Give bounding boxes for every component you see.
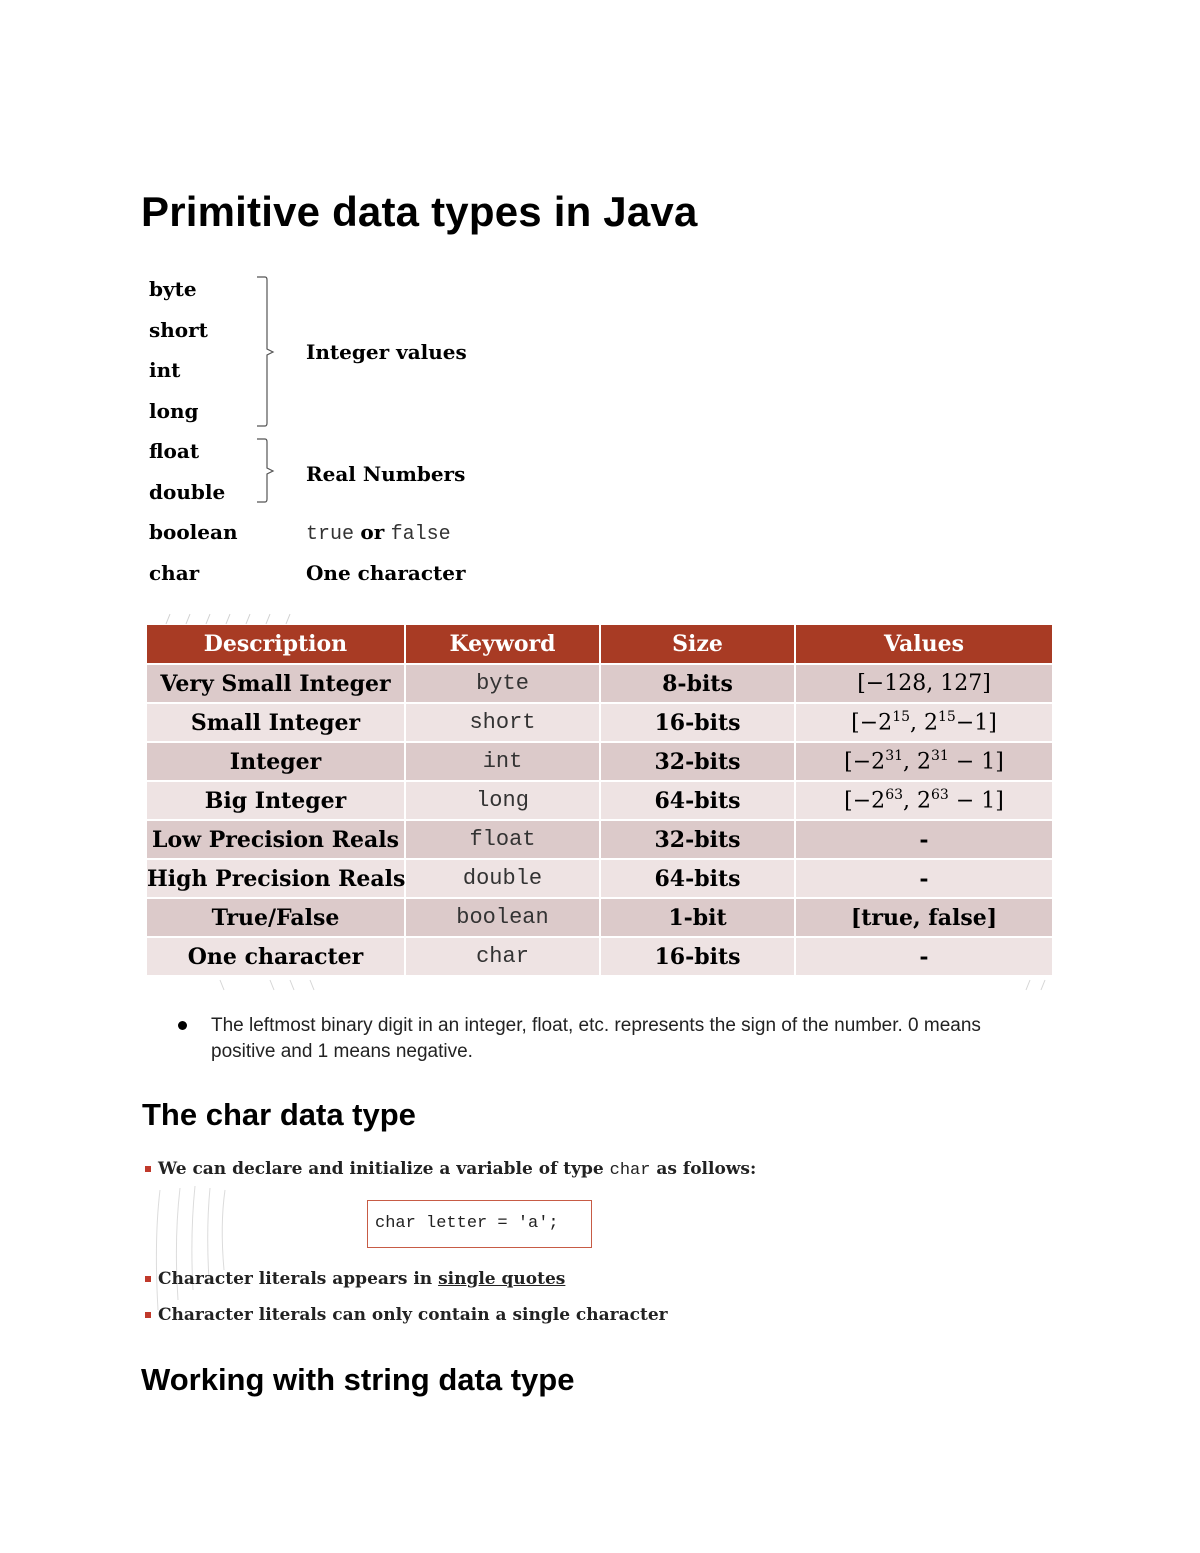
cell-values: [−128, 127] [795,664,1053,703]
boolean-values-label [306,520,451,546]
value-mid: , 2 [903,788,931,814]
value-exp-low: 63 [885,787,904,804]
type-item-double: double [149,480,226,504]
cell-keyword: char [405,937,600,976]
cell-description: Very Small Integer [147,664,405,703]
cell-keyword: long [405,781,600,820]
value-exp-high: 31 [931,748,949,765]
value-exp-high: 15 [938,709,956,726]
value-base: −2 [852,749,886,775]
char-code-example: char letter = 'a'; [367,1200,592,1248]
data-types-table [147,625,1054,977]
type-item-char: char [149,561,200,585]
char-bullet-single: Character literals can only contain a single character [158,1305,668,1325]
sign-bit-note: The leftmost binary digit in an integer, float, etc. represents the sign of the number. 0 means positive and 1 means negative. [211,1015,981,1062]
value-base: −2 [852,788,886,814]
value-mid: , 2 [903,749,931,775]
type-item-byte: byte [149,277,197,301]
table-row [147,898,1053,937]
true-literal: true [306,523,355,546]
cell-description: True/False [147,898,405,937]
table-header-row [147,625,1053,664]
page-title: Primitive data types in Java [141,188,698,235]
value-exp-low: 15 [892,709,911,726]
char-bullet-quotes [158,1269,565,1289]
type-item-boolean: boolean [149,520,238,544]
char-keyword-inline: char [609,1161,651,1180]
quotes-text: Character literals appears in [158,1269,439,1289]
real-brace [255,438,275,504]
type-item-int: int [149,358,181,382]
type-item-float: float [149,439,200,463]
cell-values: - [795,820,1053,859]
cell-description: Big Integer [147,781,405,820]
string-section-heading: Working with string data type [141,1362,575,1397]
integer-brace [255,276,275,428]
square-bullet-icon [145,1276,151,1282]
cell-values: [$-2^{63}$, $2^{63} - 1$] [795,781,1053,820]
cell-values: - [795,937,1053,976]
table-row [147,937,1053,976]
declare-text-pre: We can declare and initialize a variable of type [158,1159,610,1179]
cell-keyword: boolean [405,898,600,937]
type-item-short: short [149,318,208,342]
cell-description: Small Integer [147,703,405,742]
cell-keyword: byte [405,664,600,703]
cell-keyword: double [405,859,600,898]
cell-description: One character [147,937,405,976]
char-section-heading: The char data type [142,1097,416,1132]
cell-size: 16-bits [600,937,795,976]
real-numbers-label: Real Numbers [306,462,466,486]
cell-keyword: float [405,820,600,859]
square-bullet-icon [145,1312,151,1318]
cell-size: 64-bits [600,781,795,820]
value-tail: − 1] [948,788,1004,814]
cell-size: 1-bit [600,898,795,937]
declare-text-post: as follows: [650,1159,757,1179]
header-values: Values [795,625,1053,664]
decorative-strokes-top [150,612,320,626]
single-quotes-link[interactable]: single quotes [438,1269,566,1289]
cell-values: - [795,859,1053,898]
cell-values: [$-2^{31}$, $2^{31} - 1$] [795,742,1053,781]
cell-description: High Precision Reals [147,859,405,898]
cell-keyword: int [405,742,600,781]
cell-values: [$-2^{15}$, $2^{15}-1$] [795,703,1053,742]
value-mid: , 2 [910,710,938,736]
cell-description: Low Precision Reals [147,820,405,859]
header-description: Description [147,625,405,664]
header-keyword: Keyword [405,625,600,664]
decorative-strokes-bottom [150,978,1060,992]
false-literal: false [390,523,451,546]
integer-values-label: Integer values [306,340,467,364]
decorative-strokes-left [140,1180,250,1315]
cell-size: 32-bits [600,820,795,859]
table-row [147,781,1053,820]
table-row [147,742,1053,781]
value-exp-high: 63 [931,787,949,804]
table-row [147,859,1053,898]
or-word: or [360,520,385,544]
value-base: −2 [859,710,893,736]
cell-size: 8-bits [600,664,795,703]
table-row [147,703,1053,742]
char-bullet-declare [158,1159,756,1180]
square-bullet-icon [145,1166,151,1172]
cell-description: Integer [147,742,405,781]
cell-values: [true, false] [795,898,1053,937]
value-tail: −1] [955,710,997,736]
type-item-long: long [149,399,199,423]
cell-size: 32-bits [600,742,795,781]
value-tail: − 1] [948,749,1004,775]
cell-size: 16-bits [600,703,795,742]
table-row [147,664,1053,703]
note-bullet-icon [178,1021,187,1030]
cell-keyword: short [405,703,600,742]
value-exp-low: 31 [885,748,904,765]
header-size: Size [600,625,795,664]
one-character-label: One character [306,561,466,585]
table-row [147,820,1053,859]
cell-size: 64-bits [600,859,795,898]
